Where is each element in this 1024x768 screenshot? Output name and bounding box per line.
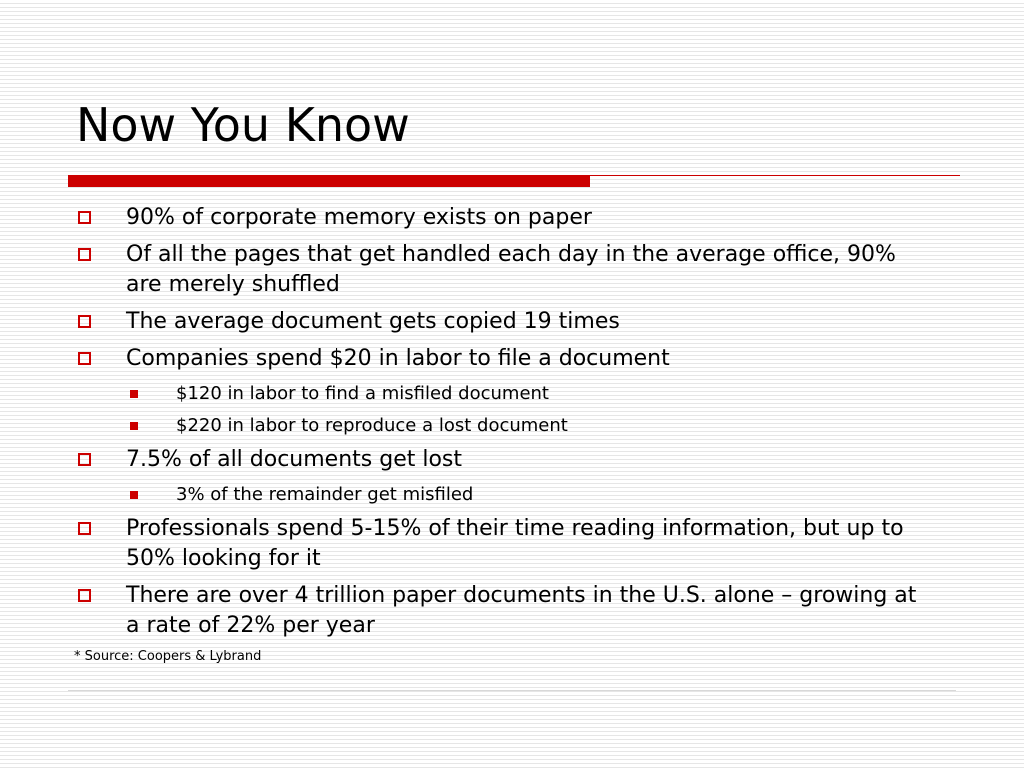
title-underline-thick — [68, 175, 590, 187]
title-underline-thin — [590, 175, 960, 176]
source-citation: * Source: Coopers & Lybrand — [74, 649, 262, 664]
bullet-text: 90% of corporate memory exists on paper — [126, 205, 592, 230]
sub-bullet-item — [0, 413, 936, 438]
bullet-text: Companies spend $20 in labor to file a document — [126, 346, 670, 371]
hollow-square-bullet-icon — [78, 315, 91, 328]
bullet-item — [0, 307, 926, 337]
sub-bullet-item — [0, 381, 936, 406]
hollow-square-bullet-icon — [78, 248, 91, 261]
hollow-square-bullet-icon — [78, 522, 91, 535]
filled-square-bullet-icon — [130, 422, 138, 430]
bullet-item — [0, 581, 926, 641]
hollow-square-bullet-icon — [78, 352, 91, 365]
bullet-list — [0, 203, 1024, 648]
bullet-item — [0, 344, 926, 374]
bullet-item — [0, 445, 926, 475]
bullet-item — [0, 240, 926, 300]
bullet-text: There are over 4 trillion paper documents in the U.S. alone – growing at a rate of 22% per year — [126, 583, 917, 638]
filled-square-bullet-icon — [130, 390, 138, 398]
slide-title: Now You Know — [76, 98, 410, 152]
bullet-text: The average document gets copied 19 times — [126, 309, 620, 334]
bullet-item — [0, 203, 926, 233]
hollow-square-bullet-icon — [78, 589, 91, 602]
sub-bullet-text: $120 in labor to find a misfiled document — [176, 383, 549, 404]
sub-bullet-item — [0, 482, 936, 507]
bullet-text: Of all the pages that get handled each day in the average office, 90% are merely shuffled — [126, 242, 896, 297]
hollow-square-bullet-icon — [78, 211, 91, 224]
bullet-item — [0, 514, 926, 574]
sub-bullet-text: $220 in labor to reproduce a lost document — [176, 415, 568, 436]
sub-bullet-text: 3% of the remainder get misfiled — [176, 484, 474, 505]
hollow-square-bullet-icon — [78, 453, 91, 466]
bullet-text: Professionals spend 5-15% of their time reading information, but up to 50% looking for it — [126, 516, 904, 571]
footer-divider — [68, 690, 956, 691]
filled-square-bullet-icon — [130, 491, 138, 499]
bullet-text: 7.5% of all documents get lost — [126, 447, 463, 472]
